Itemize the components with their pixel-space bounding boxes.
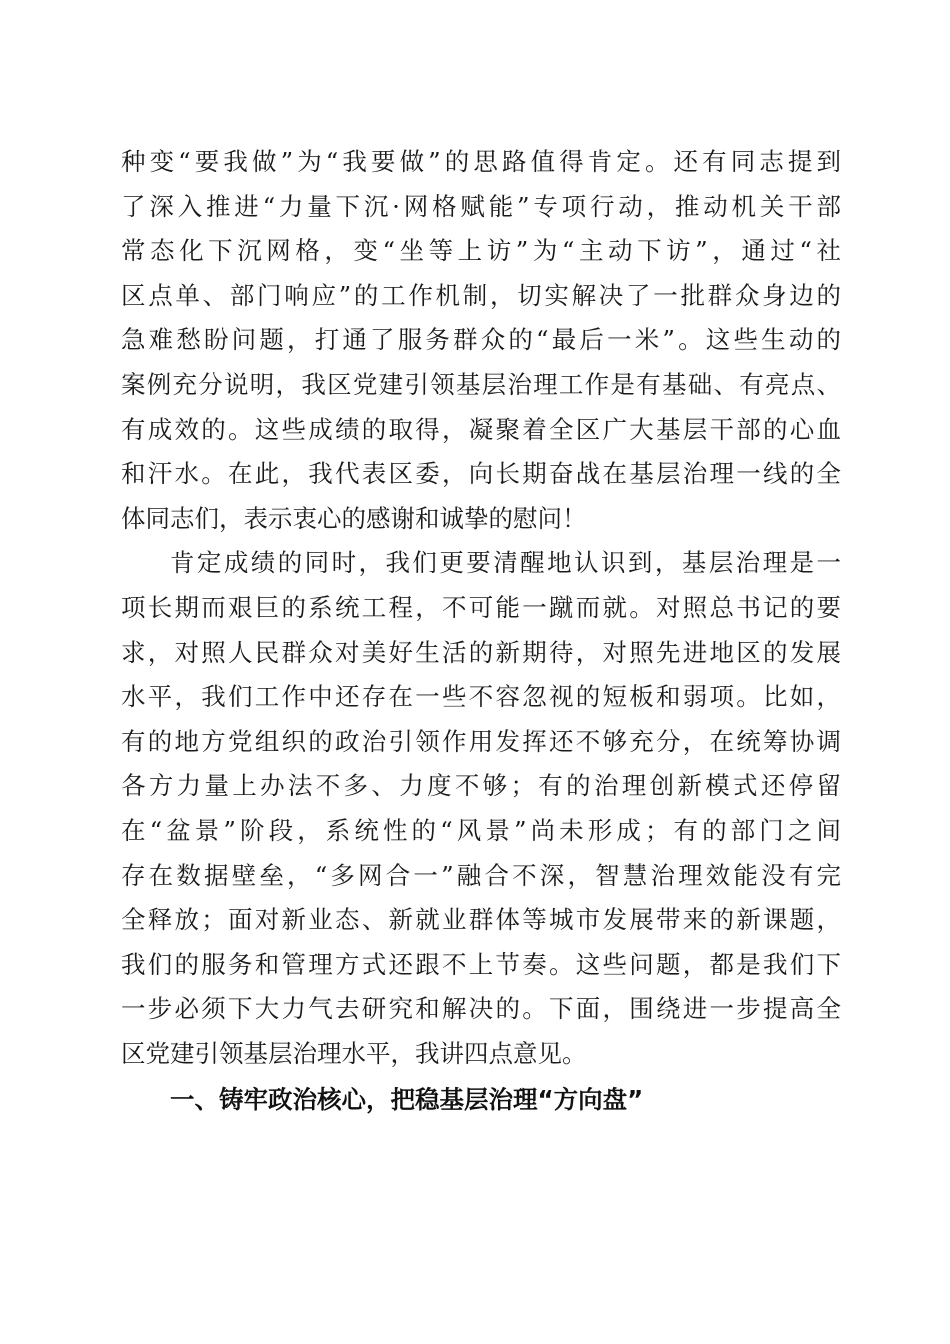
paragraph-line: 和汗水。在此，我代表区委，向长期奋战在基层治理一线的全 — [121, 459, 841, 489]
paragraph-line: 区党建引领基层治理水平，我讲四点意见。 — [121, 1038, 587, 1068]
section-heading: 一、铸牢政治核心，把稳基层治理“方向盘” — [170, 1085, 644, 1115]
paragraph-line: 水平，我们工作中还存在一些不容忽视的短板和弱项。比如， — [121, 682, 841, 712]
paragraph-line: 了深入推进“力量下沉·网格赋能”专项行动，推动机关干部 — [121, 191, 841, 221]
paragraph-line: 常态化下沉网格，变“坐等上访”为“主动下访”，通过“社 — [121, 236, 841, 266]
paragraph-line: 求，对照人民群众对美好生活的新期待，对照先进地区的发展 — [121, 637, 841, 667]
paragraph-line: 案例充分说明，我区党建引领基层治理工作是有基础、有亮点、 — [121, 369, 841, 399]
paragraph-line: 种变“要我做”为“我要做”的思路值得肯定。还有同志提到 — [121, 147, 841, 176]
paragraph-line: 一步必须下大力气去研究和解决的。下面，围绕进一步提高全 — [121, 994, 841, 1024]
document-body — [121, 140, 841, 1123]
paragraph-line: 各方力量上办法不多、力度不够；有的治理创新模式还停留 — [121, 771, 841, 801]
paragraph-line: 有成效的。这些成绩的取得，凝聚着全区广大基层干部的心血 — [121, 414, 841, 444]
paragraph-line: 肯定成绩的同时，我们更要清醒地认识到，基层治理是一 — [170, 548, 841, 578]
paragraph-line: 在“盆景”阶段，系统性的“风景”尚未形成；有的部门之间 — [121, 815, 841, 845]
paragraph-1 — [121, 140, 841, 541]
paragraph-line: 项长期而艰巨的系统工程，不可能一蹴而就。对照总书记的要 — [121, 592, 841, 622]
paragraph-line: 存在数据壁垒，“多网合一”融合不深，智慧治理效能没有完 — [121, 860, 841, 890]
paragraph-line: 有的地方党组织的政治引领作用发挥还不够充分，在统筹协调 — [121, 726, 841, 756]
paragraph-2 — [121, 541, 841, 1076]
paragraph-line: 区点单、部门响应”的工作机制，切实解决了一批群众身边的 — [121, 280, 841, 310]
paragraph-line: 我们的服务和管理方式还跟不上节奏。这些问题，都是我们下 — [121, 949, 841, 979]
paragraph-line: 全释放；面对新业态、新就业群体等城市发展带来的新课题， — [121, 905, 841, 935]
paragraph-line: 急难愁盼问题，打通了服务群众的“最后一米”。这些生动的 — [121, 325, 841, 355]
paragraph-line: 体同志们，表示衷心的感谢和诚挚的慰问！ — [121, 503, 587, 533]
